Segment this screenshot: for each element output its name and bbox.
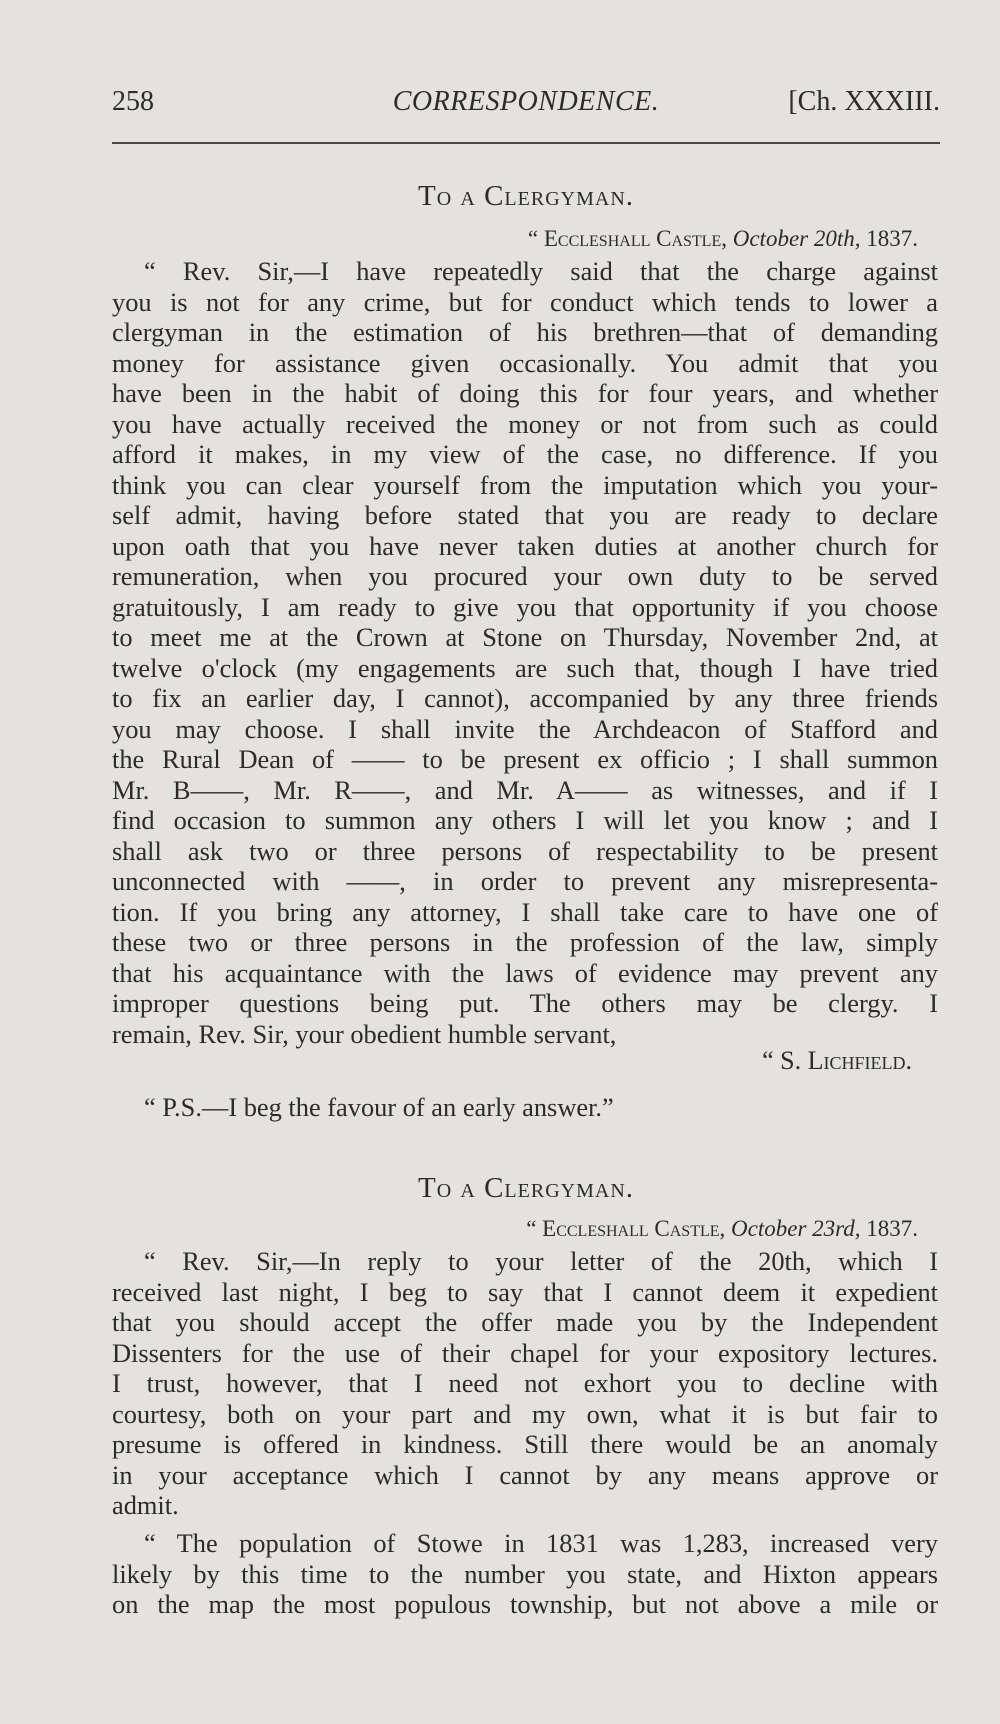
text-line: you have actually received the money or not from such as could xyxy=(112,408,938,439)
letter-1-postscript: “ P.S.—I beg the favour of an early answer.” xyxy=(144,1092,614,1122)
text-line: money for assistance given occasionally. You admit that you xyxy=(112,347,938,378)
header-rule xyxy=(112,142,940,144)
text-line: find occasion to summon any others I will let you know ; and I xyxy=(112,805,938,835)
text-line: gratuitously, I am ready to give you that opportunity if you choose xyxy=(112,591,938,622)
text-line: that you should accept the offer made you by the Independent xyxy=(112,1307,938,1337)
running-title: CORRESPONDENCE. xyxy=(392,86,660,117)
letter-1-body xyxy=(112,256,938,1049)
text-line: you is not for any crime, but for conduct which tends to lower a xyxy=(112,286,938,317)
letter-1-dateline xyxy=(528,226,918,252)
chapter-reference: [Ch. XXXIII. xyxy=(788,86,940,117)
text-line: clergyman in the estimation of his brethren—that of demanding xyxy=(112,317,938,347)
text-line: improper questions being put. The others may be clergy. I xyxy=(112,988,938,1018)
text-line: Dissenters for the use of their chapel for your expository lectures. xyxy=(112,1337,938,1368)
text-line: “ Rev. Sir,—In reply to your letter of the 20th, which I xyxy=(144,1246,938,1276)
text-line: have been in the habit of doing this for four years, and whether xyxy=(112,378,938,408)
letter-1-year: 1837. xyxy=(866,226,918,251)
letter-1-signature: “ S. Lichfield. xyxy=(762,1046,912,1075)
letter-2-year: 1837. xyxy=(866,1216,918,1241)
text-line: unconnected with ——, in order to prevent any misrepresenta- xyxy=(112,866,938,896)
text-line: upon oath that you have never taken duties at another church for xyxy=(112,530,938,561)
text-line: self admit, having before stated that you are ready to declare xyxy=(112,500,938,530)
text-line: the Rural Dean of —— to be present ex officio ; I shall summon xyxy=(112,744,938,774)
text-line: that his acquaintance with the laws of evidence may prevent any xyxy=(112,957,938,988)
text-line: remuneration, when you procured your own duty to be served xyxy=(112,561,938,591)
letter-2-dateline xyxy=(526,1216,918,1242)
page-header xyxy=(112,86,940,126)
text-line: admit. xyxy=(112,1490,179,1520)
text-line: likely by this time to the number you state, and Hixton appears xyxy=(112,1558,938,1589)
text-line: shall ask two or three persons of respectability to be present xyxy=(112,835,938,866)
text-line: in your acceptance which I cannot by any means approve or xyxy=(112,1459,938,1490)
text-line: courtesy, both on your part and my own, what it is but fair to xyxy=(112,1398,938,1429)
letter-2-place: “ Eccleshall Castle, xyxy=(526,1216,726,1241)
text-line: to fix an earlier day, I cannot), accompanied by any three friends xyxy=(112,683,938,713)
text-line: I trust, however, that I need not exhort you to decline with xyxy=(112,1368,938,1398)
text-line: “ The population of Stowe in 1831 was 1,283, increased very xyxy=(144,1528,938,1558)
text-line: twelve o'clock (my engagements are such that, though I have tried xyxy=(112,652,938,683)
text-line: on the map the most populous township, but not above a mile or xyxy=(112,1589,938,1619)
text-line: you may choose. I shall invite the Archdeacon of Stafford and xyxy=(112,713,938,744)
text-line: to meet me at the Crown at Stone on Thursday, November 2nd, at xyxy=(112,622,938,652)
text-line: think you can clear yourself from the imputation which you your- xyxy=(112,469,938,500)
letter-2-body xyxy=(112,1246,938,1521)
text-line: presume is offered in kindness. Still there would be an anomaly xyxy=(112,1429,938,1459)
letter-2-heading: To a Clergyman. xyxy=(417,1172,635,1204)
text-line: Mr. B——, Mr. R——, and Mr. A—— as witnesses, and if I xyxy=(112,774,938,805)
text-line: tion. If you bring any attorney, I shall take care to have one of xyxy=(112,896,938,927)
page-number: 258 xyxy=(112,86,154,117)
letter-1-heading: To a Clergyman. xyxy=(417,180,635,212)
text-line: received last night, I beg to say that I cannot deem it expedient xyxy=(112,1276,938,1307)
letter-2-date: October 23rd, xyxy=(731,1216,861,1241)
letter-1-date: October 20th, xyxy=(732,226,861,251)
letter-1-place: “ Eccleshall Castle, xyxy=(527,226,727,251)
text-line: “ Rev. Sir,—I have repeatedly said that the charge against xyxy=(144,256,938,286)
text-line: these two or three persons in the profession of the law, simply xyxy=(112,927,938,957)
text-line: remain, Rev. Sir, your obedient humble servant, xyxy=(112,1018,617,1049)
text-line: afford it makes, in my view of the case, no difference. If you xyxy=(112,439,938,469)
letter-2-body-paragraph-2 xyxy=(112,1528,938,1620)
